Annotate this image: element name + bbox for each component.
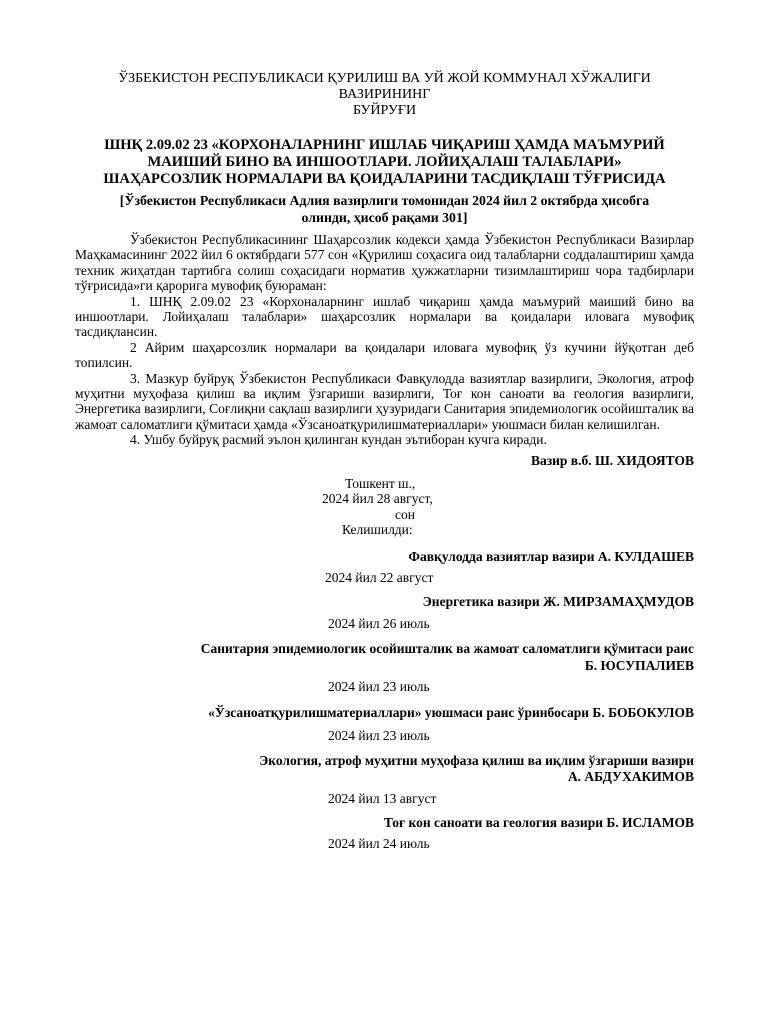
title-line-3: ШАҲАРСОЗЛИК НОРМАЛАРИ ВА ҚОИДАЛАРИНИ ТАСДИҚЛАШ ТЎҒРИСИДА [103,171,666,187]
title-line-2: МАИШИЙ БИНО ВА ИНШООТЛАРИ. ЛОЙИҲАЛАШ ТАЛАБЛАРИ» [147,154,622,170]
approval-date: 2024 йил 22 август [325,569,434,585]
item-4-paragraph: 4. Ушбу буйруқ расмий эълон қилинган кундан эътиборан кучга киради. [130,432,547,448]
approvals-list [75,549,694,851]
approval-item [75,705,694,743]
registration-line-2: олинди, ҳисоб рақами 301] [301,209,468,225]
approval-item [75,549,694,585]
document-content [75,71,694,851]
approval-line-1: Тоғ кон саноати ва геология вазири Б. ИСЛАМОВ [383,814,694,830]
approval-line-1: Фавқулодда вазиятлар вазири А. КУЛДАШЕВ [408,549,694,565]
item-2-paragraph: 2 Айрим шаҳарсозлик нормалари ва қоидалари иловага мувофиқ ўз кучини йўқотган деб топилсин. [75,339,694,371]
item-1-paragraph: 1. ШНҚ 2.09.02 23 «Корхоналарнинг ишлаб чиқариш ҳамда маъмурий маиший бино ва иншоотлари. Лойиҳалаш талаблари» шаҳарсозлик нормалари ва қоидалари иловага мувофиқ тасдиқлансин. [75,293,694,340]
approval-item [75,753,694,806]
approval-line-1: Экология, атроф муҳитни муҳофаза қилиш ва иқлим ўзгариши вазири [259,752,694,768]
header-line-3: БУЙРУҒИ [352,103,417,118]
approval-date: 2024 йил 13 август [328,790,437,806]
header-line-1: ЎЗБЕКИСТОН РЕСПУБЛИКАСИ ҚУРИЛИШ ВА УЙ ЖОЙ КОММУНАЛ ХЎЖАЛИГИ [118,71,651,86]
approval-line-2: А. АБДУХАКИМОВ [567,769,694,785]
approval-item [75,594,694,632]
place-city: Тошкент ш., [345,475,416,491]
approval-date: 2024 йил 24 июль [328,836,430,852]
intro-paragraph: Ўзбекистон Республикасининг Шаҳарсозлик кодекси ҳамда Ўзбекистон Республикаси Вазирлар Маҳкамасининг 2022 йил 6 октябрдаги 577 сон «Қурилиш соҳасига оид талабларни соддалаштириш ҳамда техник жиҳатдан тартибга солиш соҳасидаги норматив ҳужжатларни тизимлаштириш чора тадбирлари тўғрисида»ги қарорига мувофиқ буюраман: [75,232,694,294]
place-and-date [322,476,694,538]
approval-line-2: Б. ЮСУПАЛИЕВ [584,657,694,673]
document-header [75,71,694,119]
place-number: сон [395,506,415,522]
approval-line-1: «Ўзсаноатқурилишматериаллари» уюшмаси раис ўринбосари Б. БОБОКУЛОВ [208,705,694,721]
header-line-2: ВАЗИРИНИНГ [338,87,431,102]
approval-date: 2024 йил 26 июль [328,616,430,632]
agreed-label: Келишилди: [342,521,413,537]
approval-line-1: Санитария эпидемиологик осойишталик ва жамоат саломатлиги қўмитаси раис [200,641,694,657]
title-line-1: ШНҚ 2.09.02 23 «КОРХОНАЛАРНИНГ ИШЛАБ ЧИҚАРИШ ҲАМДА МАЪМУРИЙ [104,137,665,153]
document-title [75,137,694,188]
approval-line-1: Энергетика вазири Ж. МИРЗАМАҲМУДОВ [422,593,694,609]
approval-date: 2024 йил 23 июль [328,727,430,743]
approval-item [75,815,694,852]
registration-line-1: [Ўзбекистон Республикаси Адлия вазирлиги томонидан 2024 йил 2 октябрда ҳисобга [119,193,650,208]
registration-note [75,193,694,226]
approval-date: 2024 йил 23 июль [328,679,430,695]
document-body [75,232,694,448]
place-date: 2024 йил 28 август, [322,491,433,507]
approval-item [75,641,694,694]
item-3-paragraph: 3. Мазкур буйруқ Ўзбекистон Республикаси Фавқулодда вазиятлар вазирлиги, Экология, атроф муҳитни муҳофаза қилиш ва иқлим ўзгариши вазирлиги, Тоғ кон саноати ва геология вазирлиги, Энергетика вазирлиги, Соғлиқни сақлаш вазирлиги ҳузуридаги Санитария эпидемиологик осойишталик ва жамоат саломатлиги қўмитаси ҳамда «Ўзсаноатқурилишматериаллари» уюшмаси билан келишилган. [75,370,694,432]
minister-signature: Вазир в.б. Ш. ХИДОЯТОВ [530,452,694,468]
